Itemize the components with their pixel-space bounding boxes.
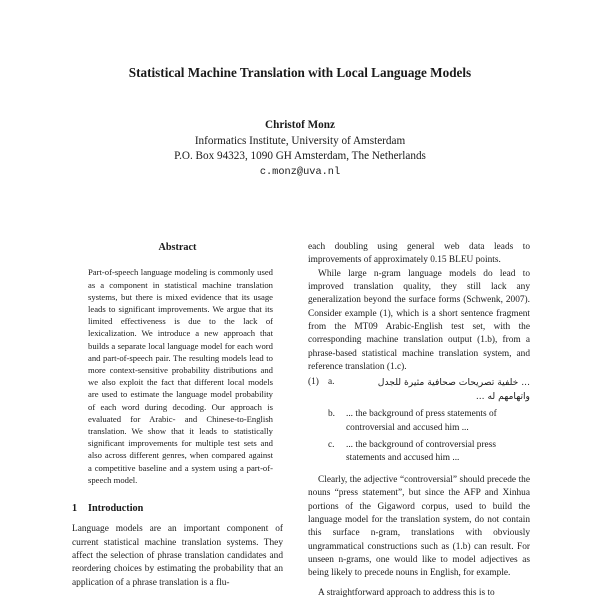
abstract-text: Part-of-speech language modeling is commonly used as a component in statistical machine translation systems, but there is mixed evidence that its usage leads to significant improvements. We argue that its limited effectiveness is due to the lack of lexicalization. We introduce a new approach that builds a separate local language model for each word and part-of-speech pair. The resulting models lead to more context-sensitive probability distributions and we also exploit the fact that different local models are used to estimate the language model probability of each word during decoding. Our approach is evaluated for Arabic- and Chinese-to-English translation. We show that it leads to statistically significant improvements for multiple test sets and also across different genres, when compared against a competitive baseline and a system using a part-of-speech model. [88,267,273,485]
right-paragraph-2: While large n-gram language models do lead to improved translation quality, they still lack any generalization beyond the surface forms (Schwenk, 2007). Consider example (1), which is a short sentence fragment from the MT09 Arabic-English test set, with the corresponding machine translation output (1.b), from a phrase-based statistical machine translation system, and reference translation (1.c). [308,268,530,373]
example-number: (1) [308,377,319,388]
example-label-c: c. [328,440,335,451]
author-email: c.monz@uva.nl [259,165,341,178]
right-paragraph-1: each doubling using general web data leads to improvements of approximately 0.15 BLEU points. [308,242,530,266]
right-column [308,241,530,600]
example-arabic-line-1: ... خلفية تصريحات صحافية مثيرة للجدل [377,377,530,389]
section-title: Introduction [88,503,144,514]
example-arabic-line-2: واتهامهم له ... [475,391,530,403]
author-name: Christof Monz [265,119,335,131]
author-block [0,118,600,180]
example-1 [308,376,530,465]
example-item-a [308,376,530,404]
introduction-paragraph: Language models are an important component of current statistical machine translation systems. They affect the selection of phrase translation candidates and reordering choices by estimating the probability that an application of a phrase translation is a flu- [72,524,283,588]
example-item-b [308,408,530,435]
author-affiliation: Informatics Institute, University of Amsterdam [194,134,406,147]
left-column [72,241,283,590]
example-item-c [308,439,530,466]
author-address: P.O. Box 94323, 1090 GH Amsterdam, The Netherlands [174,150,426,162]
example-text-b: ... the background of press statements of controversial and accused him ... [346,409,497,433]
paper-title: Statistical Machine Translation with Local Language Models [128,65,472,80]
example-label-a: a. [328,377,335,388]
example-label-b: b. [328,409,336,420]
section-number: 1 [72,503,78,514]
right-paragraph-3: Clearly, the adjective “controversial” should precede the nouns “press statement”, but since the AFP and Xinhua portions of the Gigaword corpus, used to build the language model for the translation system, do not contain this surface n-gram, translations with obviously ungrammatical constructions such as (1.b) can result. For unseen n-grams, one would like to model adjectives as being likely to precede nouns in English, for example. [308,474,530,579]
right-paragraph-4: A straightforward approach to address this is to [318,587,495,598]
introduction-heading [72,502,283,515]
example-text-c: ... the background of controversial press statements and accused him ... [346,440,496,464]
abstract-heading: Abstract [158,242,197,253]
